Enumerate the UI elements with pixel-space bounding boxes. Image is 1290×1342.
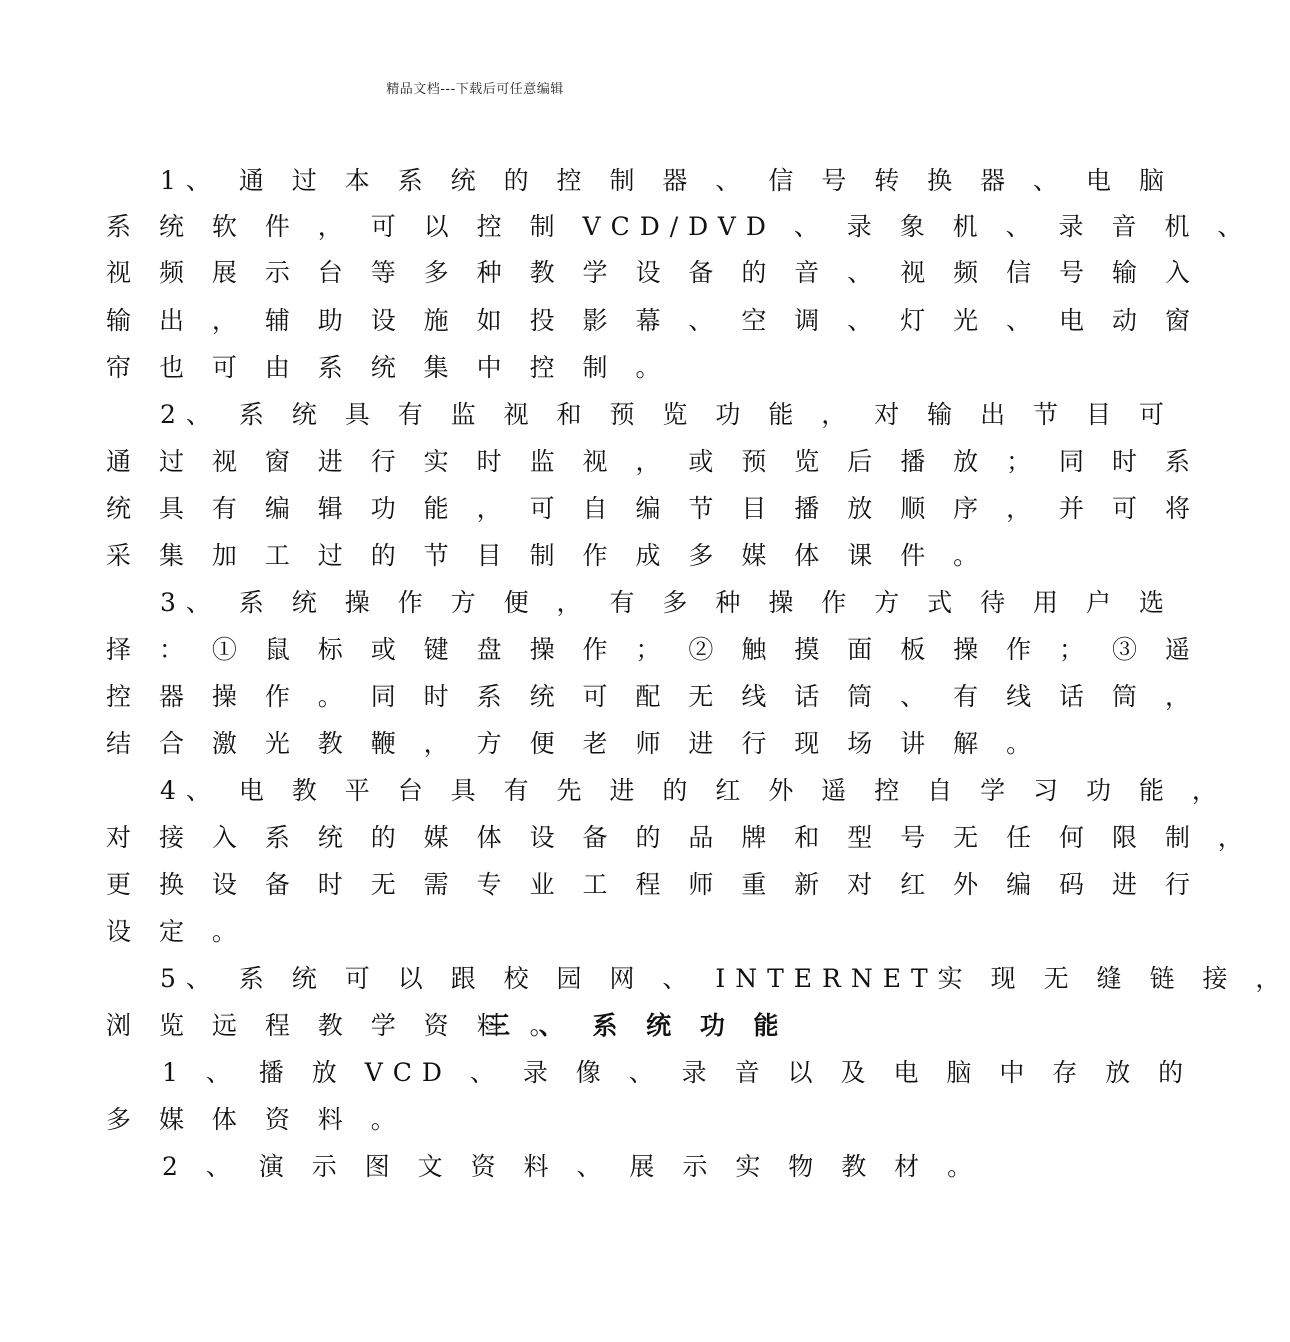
section-heading: 三 、 系 统 功 能 [485, 1011, 789, 1040]
text-line: 3、 系 统 操 作 方 便 ， 有 多 种 操 作 方 式 待 用 户 选 [160, 588, 1174, 617]
text-line: 对 接 入 系 统 的 媒 体 设 备 的 品 牌 和 型 号 无 任 何 限 制 ， [106, 823, 1253, 852]
text-line: 2 、 演 示 图 文 资 料 、 展 示 实 物 教 材 。 [162, 1152, 983, 1181]
text-line: 结 合 激 光 教 鞭 ， 方 便 老 师 进 行 现 场 讲 解 。 [106, 729, 1042, 758]
text-line: 2、 系 统 具 有 监 视 和 预 览 功 能 ， 对 输 出 节 目 可 [160, 400, 1174, 429]
text-line: 1 、 播 放 VCD 、 录 像 、 录 音 以 及 电 脑 中 存 放 的 [162, 1058, 1194, 1087]
text-line: 系 统 软 件 ， 可 以 控 制 VCD/DVD 、 录 象 机 、 录 音 机 、 [106, 212, 1253, 241]
text-line: 视 频 展 示 台 等 多 种 教 学 设 备 的 音 、 视 频 信 号 输 入 [106, 258, 1200, 287]
text-line: 更 换 设 备 时 无 需 专 业 工 程 师 重 新 对 红 外 编 码 进 行 [106, 870, 1200, 899]
text-line: 浏 览 远 程 教 学 资 料 。 [106, 1011, 565, 1040]
text-line: 采 集 加 工 过 的 节 目 制 作 成 多 媒 体 课 件 。 [106, 541, 989, 570]
text-line: 统 具 有 编 辑 功 能 ， 可 自 编 节 目 播 放 顺 序 ， 并 可 将 [106, 494, 1200, 523]
text-line: 通 过 视 窗 进 行 实 时 监 视 ， 或 预 览 后 播 放 ； 同 时 系 [106, 447, 1200, 476]
text-line: 输 出 ， 辅 助 设 施 如 投 影 幕 、 空 调 、 灯 光 、 电 动 窗 [106, 306, 1200, 335]
text-line: 控 器 操 作 。 同 时 系 统 可 配 无 线 话 筒 、 有 线 话 筒 ， [106, 682, 1200, 711]
text-line: 帘 也 可 由 系 统 集 中 控 制 。 [106, 353, 671, 382]
text-line: 1、 通 过 本 系 统 的 控 制 器 、 信 号 转 换 器 、 电 脑 [160, 166, 1174, 195]
page-header: 精品文档---下载后可任意编辑 [386, 82, 564, 97]
text-line: 多 媒 体 资 料 。 [106, 1105, 406, 1134]
text-line: 5、 系 统 可 以 跟 校 园 网 、 INTERNET实 现 无 缝 链 接 ， [160, 964, 1290, 993]
text-line: 设 定 。 [106, 917, 247, 946]
text-line: 择 ： ① 鼠 标 或 键 盘 操 作 ； ② 触 摸 面 板 操 作 ； ③ 遥 [106, 635, 1200, 664]
text-line: 4、 电 教 平 台 具 有 先 进 的 红 外 遥 控 自 学 习 功 能 ， [160, 776, 1227, 805]
